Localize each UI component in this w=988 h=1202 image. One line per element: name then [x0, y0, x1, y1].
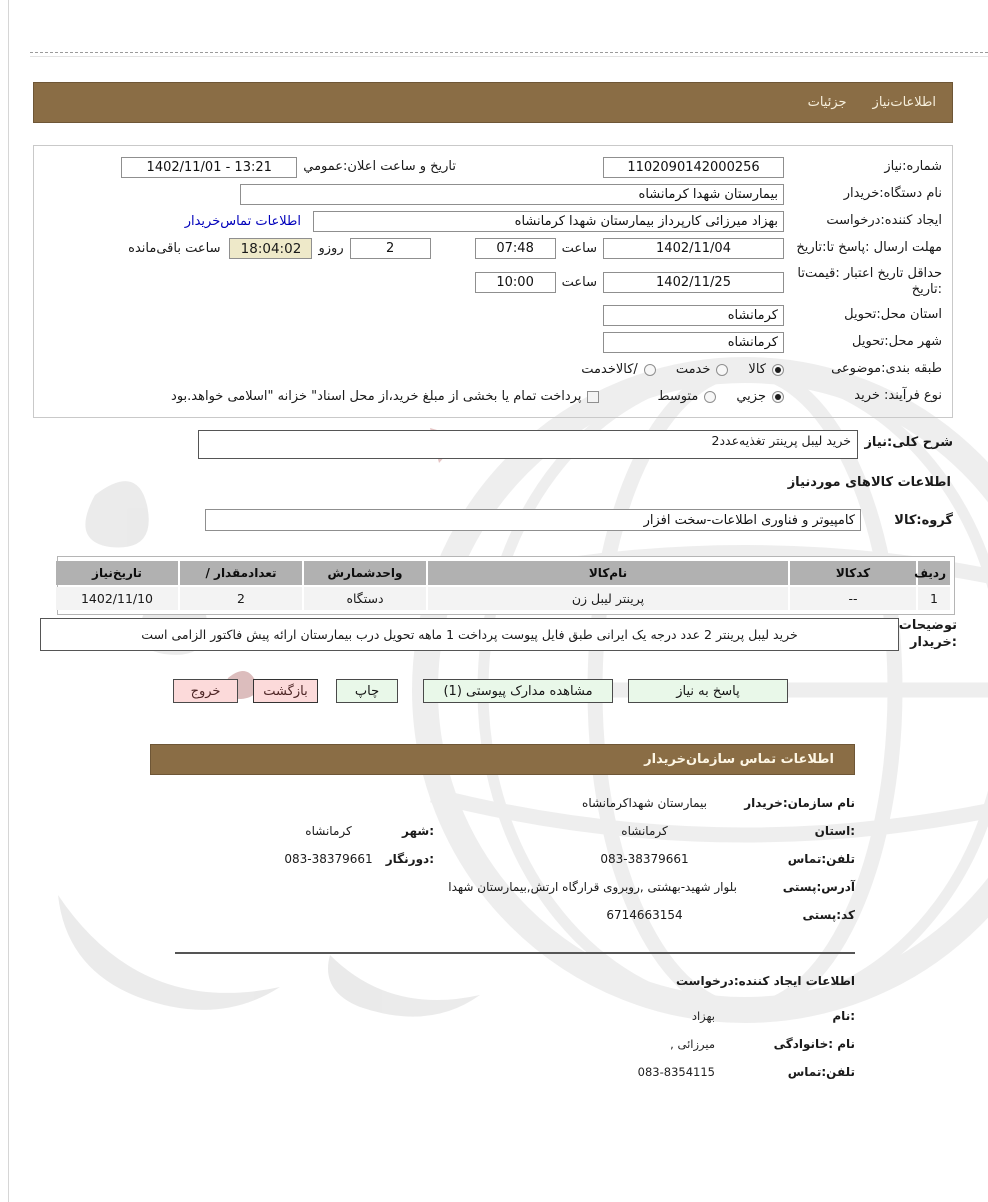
contact-province-value: کرمانشاه	[621, 824, 668, 838]
page-left-border	[8, 0, 9, 1202]
deadline-date-input[interactable]	[603, 238, 784, 259]
items-table-row	[56, 587, 950, 610]
col-row-number: ردیف	[918, 561, 950, 585]
contact-address-label: آدرس:پستی	[782, 880, 855, 894]
first-name-label: :نام	[832, 1009, 855, 1023]
category-goods-service-radio[interactable]	[644, 364, 656, 376]
need-description-box[interactable]: خرید لیبل پرینتر تغذیه‌عدد2	[198, 430, 858, 459]
need-summary-form	[33, 145, 953, 418]
org-name-row	[150, 789, 855, 817]
first-name-value: بهزاد	[691, 1009, 715, 1023]
process-medium-label: متوسط	[657, 389, 699, 404]
contact-fax-label: :دورنگار	[385, 852, 434, 866]
validity-hour-input[interactable]	[475, 272, 556, 293]
view-attachments-button[interactable]: مشاهده مدارک پیوستی (1)	[423, 679, 613, 703]
required-items-heading: اطلاعات کالاهای موردنیاز	[787, 475, 951, 490]
buyer-contact-section	[150, 789, 855, 929]
request-creator-input[interactable]	[313, 211, 784, 232]
deadline-hour-label: ساعت	[561, 241, 597, 256]
items-table-header-row	[56, 561, 950, 585]
price-validity-row	[44, 262, 942, 302]
request-creator-row	[44, 208, 942, 235]
first-name-row	[150, 1002, 855, 1030]
countdown-timer: 18:04:02	[229, 238, 312, 259]
buyer-org-label: نام دستگاه:خریدار	[843, 186, 942, 202]
buyer-contact-header: اطلاعات تماس سازمان‌خریدار	[150, 744, 855, 775]
tab-bar	[33, 82, 953, 123]
request-creator-section	[150, 974, 855, 1086]
postal-code-label: کد:پستی	[802, 908, 855, 922]
process-type-label: نوع فرآیند: خرید	[854, 388, 942, 404]
items-table	[54, 559, 952, 612]
col-item-name: نام‌کالا	[428, 561, 788, 585]
need-number-row	[44, 154, 942, 181]
treasury-payment-note: پرداخت تمام یا بخشی از مبلغ خرید،از محل اسناد" خزانه "اسلامی خواهد.بود	[171, 389, 582, 404]
category-goods-service-label: /کالاخدمت	[581, 362, 638, 377]
tab-details[interactable]: جزئیات	[807, 95, 847, 110]
request-creator-label: ایجاد کننده:درخواست	[826, 213, 942, 229]
org-name-label: نام سازمان:خریدار	[744, 796, 855, 810]
need-number-label: شماره:نیاز	[884, 159, 942, 175]
section-divider	[175, 952, 855, 954]
category-goods-label: کالا	[748, 362, 766, 377]
item-group-row	[33, 509, 953, 531]
org-name-value: بیمارستان شهداکرمانشاه	[582, 796, 707, 810]
postal-code-row	[150, 901, 855, 929]
buyer-org-row	[44, 181, 942, 208]
address-row	[150, 873, 855, 901]
postal-code-value: 6714663154	[606, 908, 683, 922]
respond-to-need-button[interactable]: پاسخ به نیاز	[628, 679, 788, 703]
process-medium-radio[interactable]	[704, 391, 716, 403]
category-service-radio[interactable]	[716, 364, 728, 376]
announce-datetime-label: تاریخ و ساعت اعلان:عمومي	[303, 159, 456, 175]
price-validity-label: حداقل تاریخ اعتبار :قیمت‌تا :تاریخ	[797, 265, 942, 297]
buyer-remarks-box[interactable]: خرید لیبل پرینتر 2 عدد درجه یک ایرانی طبق فایل پیوست پرداخت 1 ماهه تحویل درب بیمارستان ارائه پیش فاکتور الزامی است	[40, 618, 899, 651]
validity-date-input[interactable]	[603, 272, 784, 293]
delivery-city-label: شهر محل:تحویل	[852, 334, 942, 350]
delivery-city-row	[44, 329, 942, 356]
buyer-contact-link[interactable]: اطلاعات تماس‌خریدار	[184, 214, 301, 229]
item-group-input[interactable]	[205, 509, 861, 531]
subject-category-row	[44, 356, 942, 383]
delivery-city-input[interactable]	[603, 332, 784, 353]
tab-need-info[interactable]: اطلاعات‌نیاز	[872, 95, 936, 110]
buyer-remarks-label: توضیحات :خریدار	[898, 618, 957, 650]
cell-need-date: 1402/11/10	[56, 587, 178, 610]
validity-hour-label: ساعت	[561, 274, 597, 290]
col-need-date: تاریخ‌نیاز	[56, 561, 178, 585]
need-description-section	[33, 430, 953, 531]
process-partial-label: جزیي	[736, 389, 766, 404]
last-name-row	[150, 1030, 855, 1058]
days-label: روزو	[318, 241, 344, 256]
top-dotted-separator	[30, 52, 988, 53]
contact-province-label: :استان	[814, 824, 855, 838]
cell-item-code: --	[790, 587, 916, 610]
exit-button[interactable]: خروج	[173, 679, 238, 703]
contact-city-label: :شهر	[402, 824, 434, 838]
creator-phone-value: 083-8354115	[637, 1065, 715, 1079]
delivery-province-input[interactable]	[603, 305, 784, 326]
response-deadline-row	[44, 235, 942, 262]
delivery-province-label: استان محل:تحویل	[844, 307, 942, 323]
back-button[interactable]: بازگشت	[253, 679, 318, 703]
print-button[interactable]: چاپ	[336, 679, 398, 703]
action-buttons	[33, 679, 953, 703]
creator-phone-label: تلفن:تماس	[787, 1065, 855, 1079]
process-type-row	[44, 383, 942, 410]
announce-datetime-input[interactable]	[121, 157, 297, 178]
remaining-days-input[interactable]	[350, 238, 431, 259]
last-name-label: نام :خانوادگی	[773, 1037, 855, 1051]
col-quantity: تعدادمقدار /	[180, 561, 302, 585]
need-description-row	[33, 430, 953, 459]
item-group-label: گروه:کالا	[894, 512, 953, 528]
creator-info-heading: اطلاعات ایجاد کننده:درخواست	[675, 974, 855, 988]
buyer-org-input[interactable]	[240, 184, 784, 205]
province-city-row	[150, 817, 855, 845]
need-description-label: شرح کلی:نیاز	[864, 435, 953, 450]
col-item-code: کدکالا	[790, 561, 916, 585]
contact-fax-value: 083-38379661	[284, 852, 373, 866]
top-separator-shadow	[30, 56, 988, 57]
creator-phone-row	[150, 1058, 855, 1086]
subject-category-label: طبقه بندی:موضوعی	[831, 361, 942, 377]
category-goods-radio[interactable]	[772, 364, 784, 376]
remaining-hours-label: ساعت باقی‌مانده	[128, 241, 221, 256]
cell-quantity: 2	[180, 587, 302, 610]
last-name-value: میرزائی ,	[670, 1037, 715, 1051]
cell-unit: دستگاه	[304, 587, 426, 610]
treasury-payment-checkbox[interactable]	[587, 391, 599, 403]
contact-phone-value: 083-38379661	[600, 852, 689, 866]
contact-city-value: کرمانشاه	[305, 824, 352, 838]
cell-row-number: 1	[918, 587, 950, 610]
col-unit: واحدشمارش	[304, 561, 426, 585]
cell-item-name: پرینتر لیبل زن	[428, 587, 788, 610]
process-partial-radio[interactable]	[772, 391, 784, 403]
delivery-province-row	[44, 302, 942, 329]
response-deadline-label: مهلت ارسال :پاسخ تا:تاریخ	[796, 240, 942, 256]
contact-phone-label: تلفن:تماس	[787, 852, 855, 866]
contact-address-value: بلوار شهید-بهشتی ,روبروی قرارگاه ارتش,بیمارستان شهدا	[448, 880, 737, 894]
phone-fax-row	[150, 845, 855, 873]
buyer-remarks-row	[40, 618, 957, 652]
category-service-label: خدمت	[675, 362, 711, 377]
items-table-wrapper	[57, 556, 955, 615]
need-number-input[interactable]	[603, 157, 784, 178]
deadline-hour-input[interactable]	[475, 238, 556, 259]
